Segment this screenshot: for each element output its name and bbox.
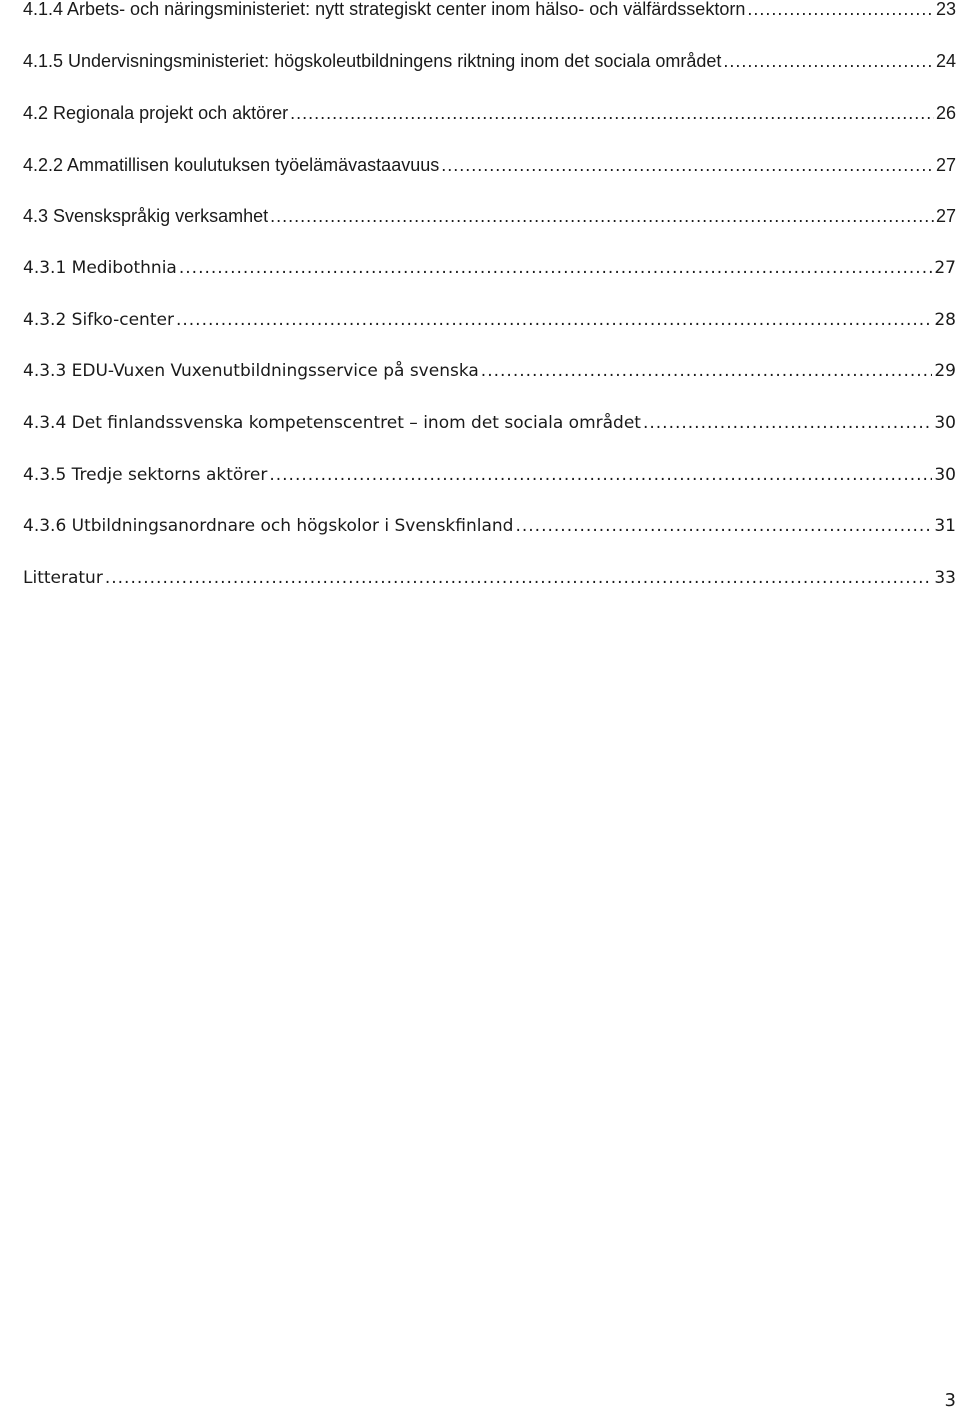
toc-entry-leader [290, 103, 934, 124]
toc-entry-leader [269, 465, 932, 485]
toc-entry-title: 4.3.6 Utbildningsanordnare och högskolor i Svenskfinland [23, 516, 514, 536]
toc-entry-page: 30 [934, 465, 956, 485]
toc-entry[interactable] [23, 413, 956, 465]
toc-entry-title: 4.3.1 Medibothnia [23, 258, 177, 278]
toc-entry-page: 33 [934, 568, 956, 588]
toc-entry[interactable] [23, 206, 956, 258]
toc-entry-title: 4.3.5 Tredje sektorns aktörer [23, 465, 268, 485]
toc-entry[interactable] [23, 310, 956, 362]
toc-entry-page: 31 [934, 516, 956, 536]
toc-entry-title: 4.2 Regionala projekt och aktörer [23, 103, 289, 123]
toc-entry[interactable] [23, 155, 956, 207]
toc-entry[interactable] [23, 0, 956, 52]
toc-entry[interactable] [23, 568, 956, 620]
toc-entry[interactable] [23, 51, 956, 103]
toc-entry-title: 4.3.3 EDU-Vuxen Vuxenutbildningsservice på svenska [23, 361, 479, 381]
toc-entry-page: 30 [934, 413, 956, 433]
toc-entry-leader [270, 206, 934, 227]
toc-entry-page: 27 [935, 155, 956, 175]
toc-entry[interactable] [23, 361, 956, 413]
toc-entry-title: 4.3 Svenskspråkig verksamhet [23, 206, 269, 226]
toc-entry-title: 4.3.2 Sifko-center [23, 310, 174, 330]
toc-entry-page: 26 [935, 103, 956, 123]
toc-entry[interactable] [23, 103, 956, 155]
toc-entry-page: 27 [934, 258, 956, 278]
toc-entry[interactable] [23, 258, 956, 310]
toc-entry-title: 4.3.4 Det finlandssvenska kompetenscentret – inom det sociala området [23, 413, 641, 433]
toc-entry-leader [481, 361, 933, 381]
toc-entry-leader [747, 0, 934, 20]
toc-entry-leader [441, 155, 934, 176]
toc-entry-title: 4.1.5 Undervisningsministeriet: högskoleutbildningens riktning inom det sociala området [23, 51, 722, 71]
toc-entry-leader [105, 568, 933, 588]
toc-entry-leader [179, 258, 933, 278]
toc-entry-title: 4.1.4 Arbets- och näringsministeriet: nytt strategiskt center inom hälso- och välfärdssektorn [23, 0, 746, 19]
toc-entry[interactable] [23, 516, 956, 568]
toc-entry-leader [515, 516, 932, 536]
toc-entry-leader [723, 51, 934, 72]
page-number: 3 [944, 1390, 956, 1411]
toc-entry-page: 24 [935, 51, 956, 71]
toc-entry-page: 28 [934, 310, 956, 330]
toc-entry-leader [176, 310, 932, 330]
toc-entry-title: Litteratur [23, 568, 103, 588]
toc-entry[interactable] [23, 465, 956, 517]
toc-entry-page: 29 [934, 361, 956, 381]
toc-entry-title: 4.2.2 Ammatillisen koulutuksen työelämävastaavuus [23, 155, 440, 175]
toc-entry-leader [643, 413, 932, 433]
toc-entry-page: 27 [935, 206, 956, 226]
toc-entry-page: 23 [935, 0, 956, 19]
